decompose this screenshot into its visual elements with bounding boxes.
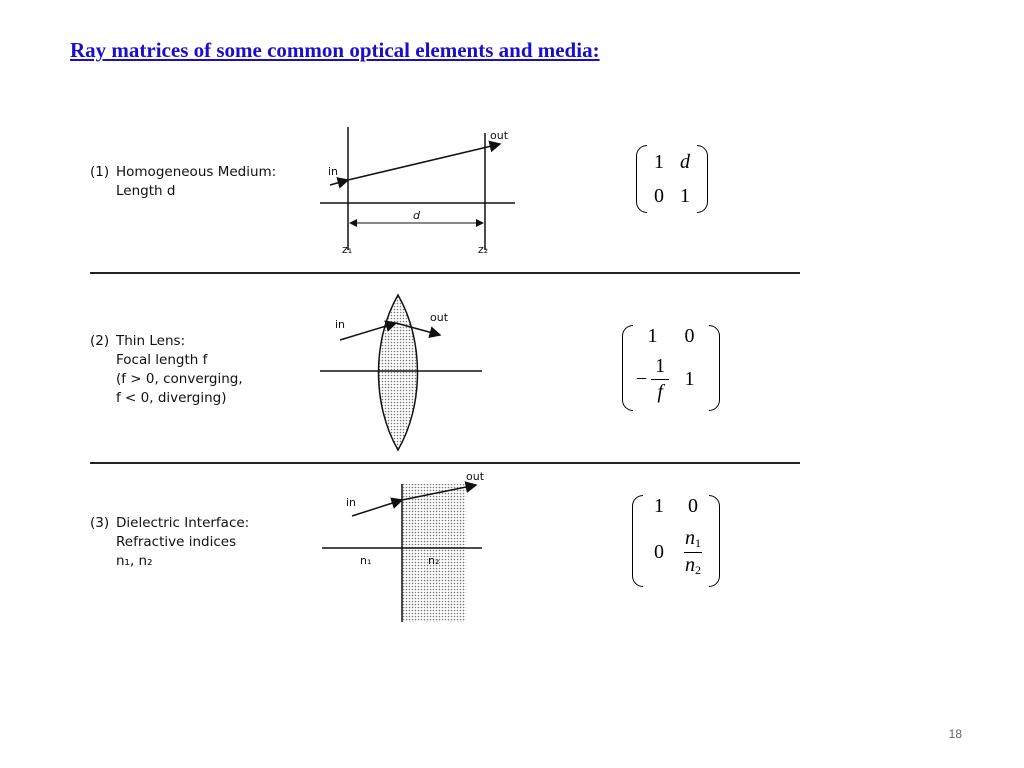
subscript: 2 [695,563,701,577]
label-homogeneous-medium [90,163,276,201]
label-thin-lens [90,332,243,408]
page-number: 18 [948,727,962,741]
matrix-homogeneous-medium [636,145,708,213]
matrix-a: 1 [654,495,664,517]
item-detail: n₁, n₂ [116,553,153,569]
matrix-c: 0 [654,541,664,563]
n-symbol: n [685,527,695,550]
n1-label: n₁ [360,554,372,567]
matrix-c: 0 [654,184,664,207]
item-heading: Thin Lens: [116,333,186,349]
matrix-b: 0 [688,495,698,517]
subscript: 1 [695,536,701,551]
medium-n2-region [402,484,466,622]
diagram-dielectric-interface [300,468,500,628]
item-number: (1) [90,164,110,180]
diagram-homogeneous-medium [300,125,540,265]
item-heading: Dielectric Interface: [116,515,250,531]
frac-denominator: f [657,381,663,403]
diagram-thin-lens [300,290,500,455]
matrix-c [636,356,669,403]
item-heading: Homogeneous Medium: [116,164,277,180]
item-detail: Length d [116,183,176,199]
d-label: d [413,209,420,222]
item-detail: Focal length f [116,352,208,368]
in-label: in [335,318,346,331]
item-number: (3) [90,515,110,531]
z2-label: z₂ [478,243,489,256]
lens-shape [379,295,418,450]
output-ray [348,144,500,180]
separator-2 [90,462,800,464]
label-dielectric-interface [90,514,249,571]
n-symbol: n [685,554,695,576]
matrix-d: 1 [684,368,695,390]
item-detail: (f > 0, converging, [116,371,243,387]
matrix-a: 1 [647,325,658,347]
matrix-b: 0 [684,325,695,347]
in-label: in [328,165,339,178]
matrix-a: 1 [654,150,664,173]
n2-label: n₂ [428,554,440,567]
separator-1 [90,272,800,274]
minus-sign: − [635,368,648,390]
item-detail: Refractive indices [116,534,237,550]
input-ray [352,500,402,516]
matrix-thin-lens [622,325,720,411]
item-detail: f < 0, diverging) [116,390,227,406]
out-label: out [430,311,449,324]
matrix-b: d [680,150,690,173]
z1-label: z₁ [342,243,353,256]
matrix-dielectric-interface [632,495,720,587]
slide-title: Ray matrices of some common optical elements and media: [70,38,600,62]
input-ray [330,180,348,185]
out-label: out [466,470,485,483]
out-label: out [490,129,509,142]
matrix-d: 1 [680,184,690,207]
frac-numerator: 1 [655,355,666,377]
in-label: in [346,496,357,509]
item-number: (2) [90,333,110,349]
matrix-d [684,528,702,576]
